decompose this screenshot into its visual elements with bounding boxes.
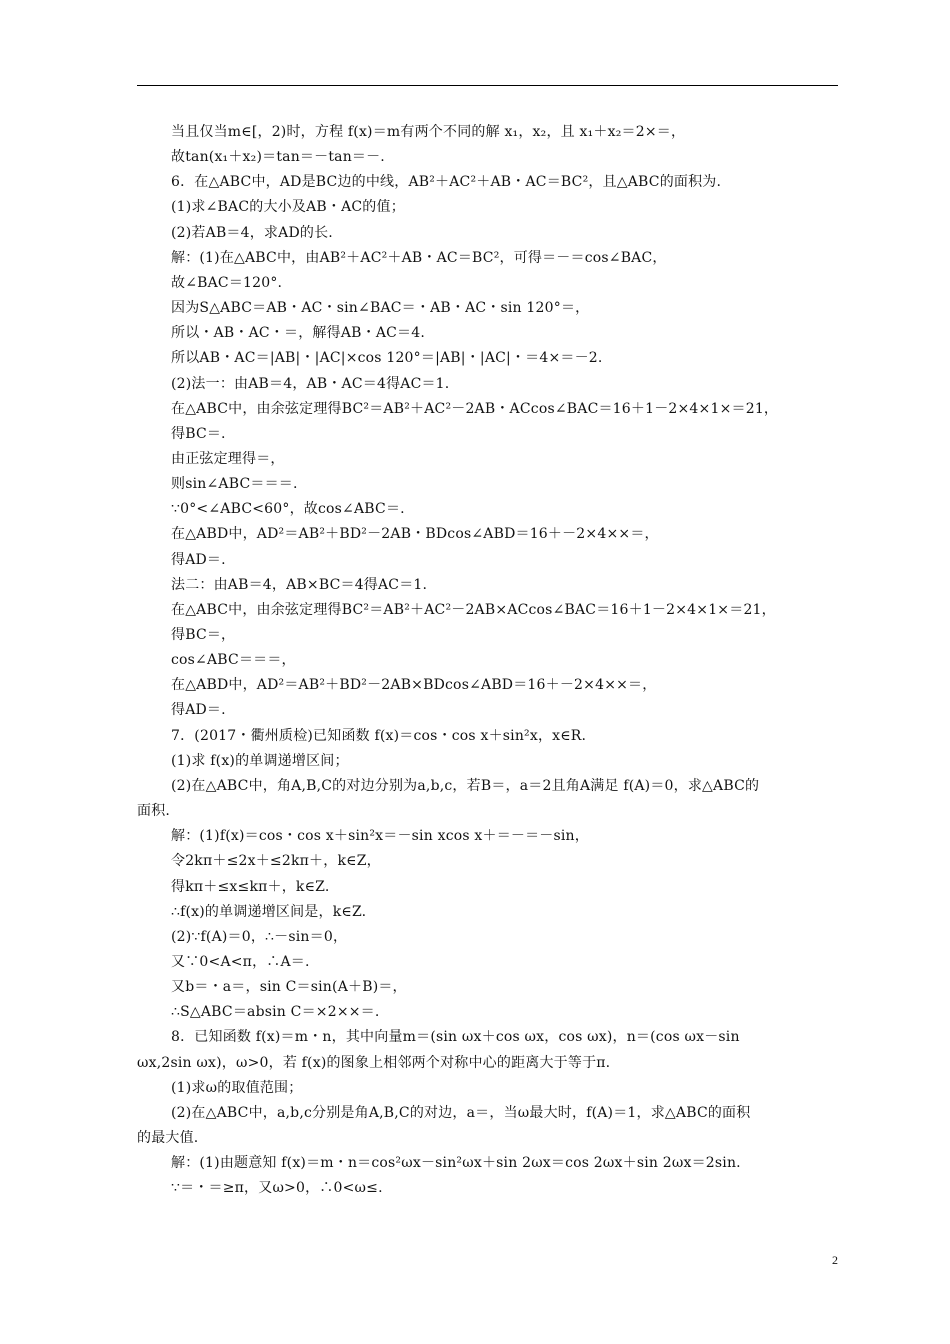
text-line: 又∵0<A<π，∴A＝. — [171, 953, 310, 970]
text-line: 故tan(x₁＋x₂)＝tan＝－tan＝－. — [171, 149, 385, 166]
text-line: 得BC＝， — [171, 627, 236, 643]
text-line: (2)在△ABC中，a,b,c分别是角A,B,C的对边，a＝，当ω最大时，f(A)＝1，求△ABC的面积 — [171, 1104, 751, 1121]
text-line: (1)求 f(x)的单调递增区间； — [171, 752, 349, 769]
text-line: 则sin∠ABC＝＝＝. — [171, 476, 298, 493]
text-line: 所以AB・AC＝|AB|・|AC|×cos 120°＝|AB|・|AC|・＝4×＝－2. — [171, 350, 603, 367]
text-line: ∵＝・＝≥π，又ω>0，∴0<ω≤. — [171, 1180, 383, 1197]
text-line: 因为S△ABC＝AB・AC・sin∠BAC＝・AB・AC・sin 120°＝， — [171, 300, 590, 317]
text-line: 解：(1)f(x)＝cos・cos x＋sin²x＝－sin xcos x＋＝－＝－sin， — [171, 828, 589, 845]
text-line: 法二：由AB＝4，AB×BC＝4得AC＝1. — [171, 576, 428, 593]
text-line: 面积. — [137, 803, 171, 820]
text-line: ωx,2sin ωx)，ω>0，若 f(x)的图象上相邻两个对称中心的距离大于等于π. — [137, 1054, 611, 1071]
text-line: 在△ABD中，AD²＝AB²＋BD²－2AB×BDcos∠ABD＝16＋－2×4××＝， — [171, 677, 657, 694]
text-line: 的最大值. — [137, 1130, 199, 1146]
text-line: 当且仅当m∈[，2)时，方程 f(x)＝m有两个不同的解 x₁，x₂，且 x₁＋x₂＝2×＝， — [171, 124, 686, 140]
text-line: 得BC＝. — [171, 425, 226, 442]
text-line: 故∠BAC＝120°. — [171, 274, 283, 291]
text-line: 由正弦定理得＝， — [171, 450, 285, 467]
text-line: 得AD＝. — [171, 551, 226, 568]
text-line: 解：(1)由题意知 f(x)＝m・n＝cos²ωx－sin²ωx＋sin 2ωx＝cos 2ωx＋sin 2ωx＝2sin. — [171, 1155, 741, 1172]
text-line: 在△ABC中，由余弦定理得BC²＝AB²＋AC²－2AB×ACcos∠BAC＝16＋1－2×4×1×＝21， — [171, 601, 776, 618]
text-line: ∴f(x)的单调递增区间是，k∈Z. — [171, 903, 367, 920]
text-line: 得kπ＋≤x≤kπ＋，k∈Z. — [171, 878, 330, 895]
text-line: 所以・AB・AC・＝，解得AB・AC＝4. — [171, 325, 425, 342]
text-line: (1)求ω的取值范围； — [171, 1079, 303, 1096]
text-line: 令2kπ＋≤2x＋≤2kπ＋，k∈Z， — [171, 853, 381, 870]
text-line: (2)在△ABC中，角A,B,C的对边分别为a,b,c，若B＝，a＝2且角A满足 f(A)＝0，求△ABC的 — [171, 777, 760, 794]
text-line: 在△ABC中，由余弦定理得BC²＝AB²＋AC²－2AB・ACcos∠BAC＝16＋1－2×4×1×＝21， — [171, 400, 779, 417]
text-line: 又b＝・a＝，sin C＝sin(A＋B)＝， — [171, 979, 407, 996]
text-line: (2)若AB＝4，求AD的长. — [171, 224, 333, 241]
text-line: 8．已知函数 f(x)＝m・n，其中向量m＝(sin ωx＋cos ωx，cos ωx)，n＝(cos ωx－sin — [171, 1029, 740, 1046]
page-number: 2 — [832, 1253, 838, 1267]
header-rule — [137, 85, 838, 86]
text-line: 在△ABD中，AD²＝AB²＋BD²－2AB・BDcos∠ABD＝16＋－2×4××＝， — [171, 526, 659, 543]
text-line: ∴S△ABC＝absin C＝×2××＝. — [171, 1004, 380, 1021]
text-line: (2)∵f(A)＝0，∴－sin＝0， — [171, 928, 348, 945]
text-line: (2)法一：由AB＝4，AB・AC＝4得AC＝1. — [171, 375, 450, 392]
text-line: 得AD＝. — [171, 702, 226, 719]
text-line: 6．在△ABC中，AD是BC边的中线，AB²＋AC²＋AB・AC＝BC²，且△ABC的面积为. — [171, 174, 722, 191]
text-line: ∵0°<∠ABC<60°，故cos∠ABC＝. — [171, 501, 405, 518]
text-line: cos∠ABC＝＝＝， — [171, 652, 296, 669]
text-line: 7．(2017・衢州质检)已知函数 f(x)＝cos・cos x＋sin²x，x∈R. — [171, 727, 587, 744]
text-line: 解：(1)在△ABC中，由AB²＋AC²＋AB・AC＝BC²，可得＝－＝cos∠BAC， — [171, 249, 667, 266]
text-line: (1)求∠BAC的大小及AB・AC的值； — [171, 199, 405, 216]
